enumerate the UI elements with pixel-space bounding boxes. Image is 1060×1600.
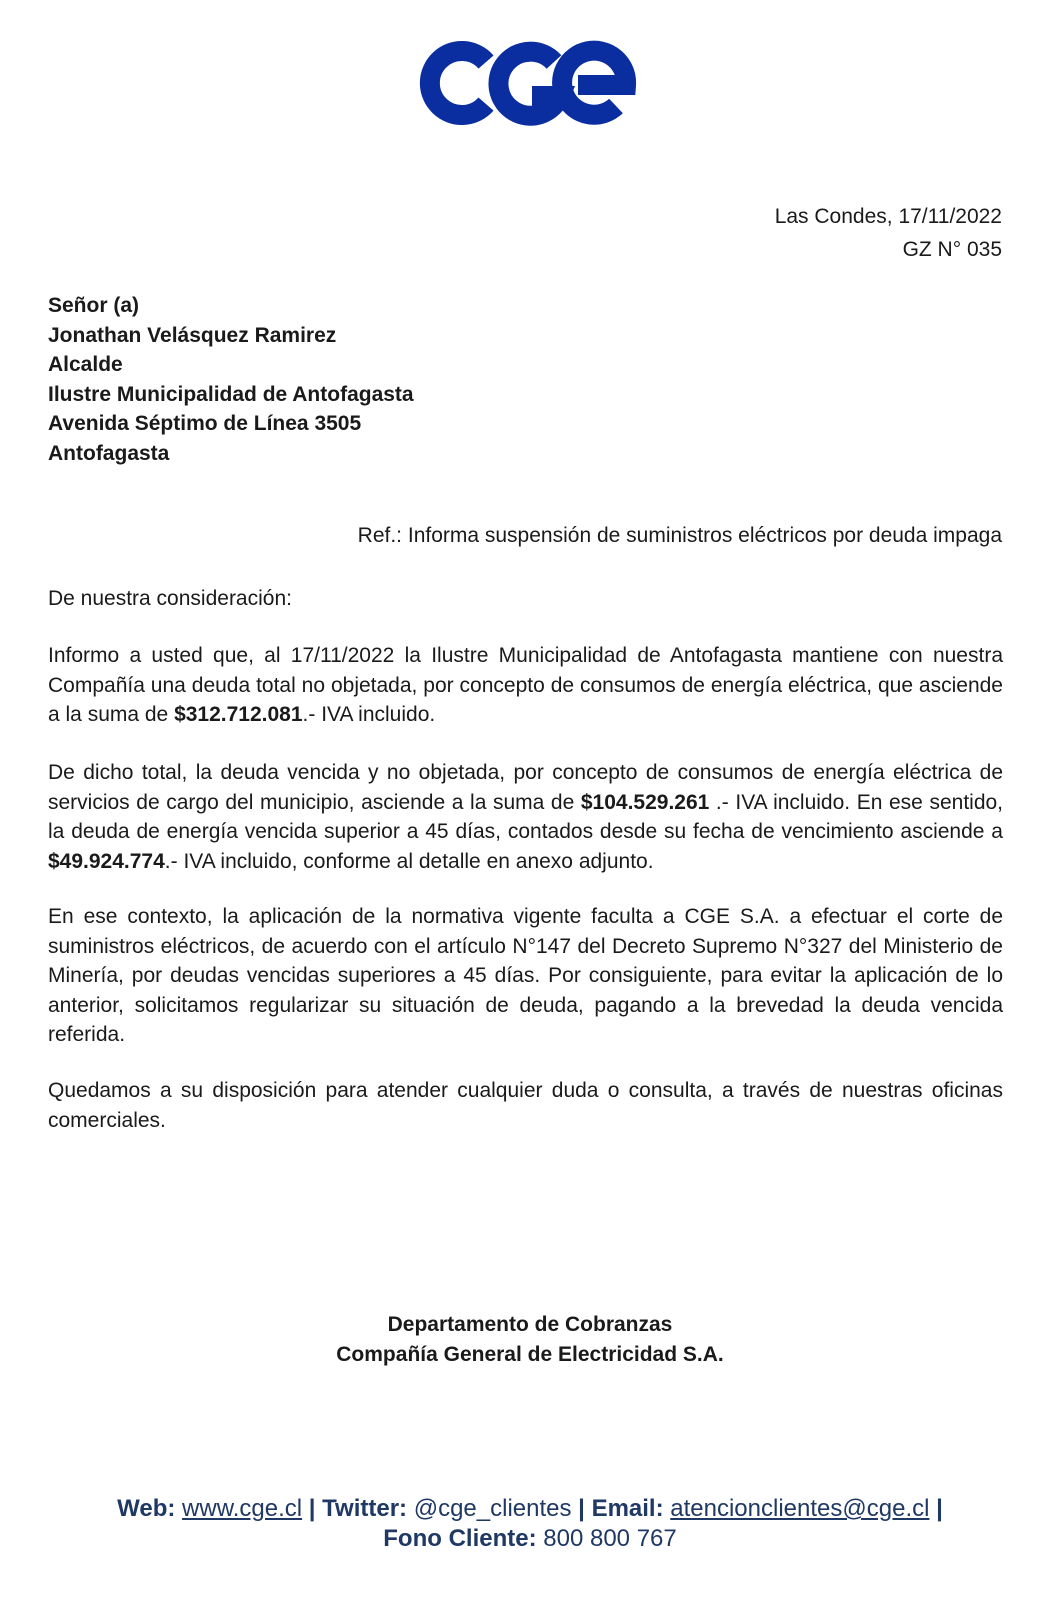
separator: | <box>578 1495 585 1522</box>
paragraph-text: De dicho total, la deuda vencida y no objetada, por concepto de consumos de energía eléctrica de servicios de cargo del municipio, asciende a la suma de <box>48 761 1003 814</box>
signature-company: Compañía General de Electricidad S.A. <box>336 1343 724 1366</box>
footer-line-2 <box>0 1524 1060 1554</box>
recipient-address <box>48 291 414 468</box>
paragraph-text: .- IVA incluido. En ese sentido, la deuda de energía vencida superior a 45 días, contados desde su fecha de vencimiento asciende a <box>48 790 1004 843</box>
separator: | <box>308 1495 316 1522</box>
overdue-debt-amount: $104.529.261 <box>580 790 710 814</box>
recipient-line: Ilustre Municipalidad de Antofagasta <box>48 382 414 406</box>
reference-number: GZ N° 035 <box>902 238 1002 261</box>
phone-number: 800 800 767 <box>543 1525 677 1552</box>
web-label: Web: <box>117 1495 176 1522</box>
email-label: Email: <box>591 1495 664 1522</box>
separator: | <box>936 1495 943 1522</box>
paragraph-closing <box>48 1076 1003 1135</box>
email-link[interactable]: atencionclientes@cge.cl <box>670 1495 930 1522</box>
paragraph-total-debt <box>48 641 1003 730</box>
web-link[interactable]: www.cge.cl <box>182 1495 303 1522</box>
recipient-line: Señor (a) <box>48 294 140 317</box>
footer-contact <box>0 1494 1060 1554</box>
paragraph-text: .- IVA incluido, conforme al detalle en anexo adjunto. <box>164 849 654 873</box>
paragraph-regulation <box>48 902 1003 1050</box>
signature-department: Departamento de Cobranzas <box>387 1313 673 1336</box>
paragraph-text: .- IVA incluido. <box>302 703 436 726</box>
date-block <box>775 200 1002 266</box>
footer-line-1 <box>0 1494 1060 1524</box>
recipient-line: Avenida Séptimo de Línea 3505 <box>48 412 362 435</box>
recipient-line: Jonathan Velásquez Ramirez <box>48 323 337 347</box>
paragraph-text: Informo a usted que, al 17/11/2022 la Ilustre Municipalidad de Antofagasta mantiene con nuestra Compañía una deuda total no objetada, por concepto de consumos de energía eléctrica, que asciende a la suma de <box>48 644 1003 726</box>
recipient-line: Antofagasta <box>48 441 170 465</box>
twitter-label: Twitter: <box>322 1495 408 1522</box>
phone-label: Fono Cliente: <box>383 1525 537 1552</box>
signature-block <box>0 1310 1060 1370</box>
twitter-handle[interactable]: @cge_clientes <box>413 1495 572 1522</box>
total-debt-amount: $312.712.081 <box>174 703 303 726</box>
paragraph-overdue-debt <box>48 758 1003 876</box>
greeting: De nuestra consideración: <box>48 587 292 610</box>
recipient-line: Alcalde <box>48 353 123 376</box>
place-date: Las Condes, 17/11/2022 <box>774 205 1002 228</box>
paragraph-text: Quedamos a su disposición para atender cualquier duda o consulta, a través de nuestras oficinas comerciales. <box>48 1079 1003 1132</box>
reference-line: Ref.: Informa suspensión de suministros eléctricos por deuda impaga <box>357 524 1002 547</box>
overdue-45-days-amount: $49.924.774 <box>48 849 165 873</box>
cge-logo <box>414 38 638 128</box>
paragraph-text: En ese contexto, la aplicación de la normativa vigente faculta a CGE S.A. a efectuar el corte de suministros eléctricos, de acuerdo con el artículo N°147 del Decreto Supremo N°327 del Ministerio de Minería, por deudas vencidas superiores a 45 días. Por consiguiente, para evitar la aplicación de lo anterior, solicitamos regularizar su situación de deuda, pagando a la brevedad la deuda vencida referida. <box>48 905 1003 1046</box>
